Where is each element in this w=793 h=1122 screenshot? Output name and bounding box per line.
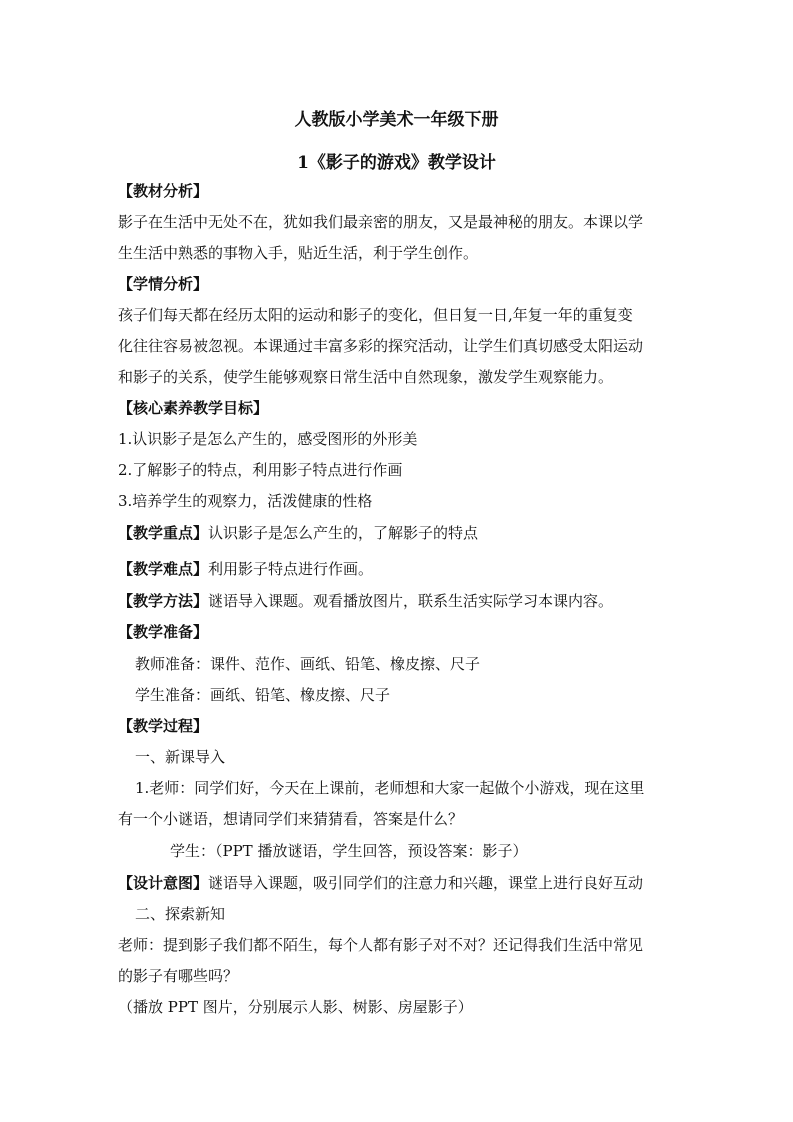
teaching-method-text: 谜语导入课题。观看播放图片，联系生活实际学习本课内容。 [208,592,614,610]
goal-item: 1.认识影子是怎么产生的，感受图形的外形美 [118,430,418,448]
process-heading: 【教学过程】 [118,717,209,735]
teaching-method-heading: 【教学方法】 [118,592,209,610]
goals-heading: 【核心素养教学目标】 [118,399,269,417]
textbook-analysis-heading: 【教材分析】 [118,182,209,200]
textbook-analysis-line: 影子在生活中无处不在，犹如我们最亲密的朋友，又是最神秘的朋友。本课以学 [118,213,644,231]
teaching-method [118,590,613,611]
document-title: 人教版小学美术一年级下册 [294,110,499,130]
student-preparation: 学生准备：画纸、铅笔、橡皮擦、尺子 [135,686,391,704]
teacher-preparation: 教师准备：课件、范作、画纸、铅笔、橡皮擦、尺子 [135,655,481,673]
process-part-1: 一、新课导入 [135,748,226,766]
preparation-heading: 【教学准备】 [118,623,209,641]
key-point-text: 认识影子是怎么产生的，了解影子的特点 [208,524,479,542]
difficult-point [118,558,373,579]
process-part-2: 二、探索新知 [135,905,226,923]
textbook-analysis-line: 生生活中熟悉的事物入手，贴近生活，利于学生创作。 [118,244,479,262]
goal-item: 3.培养学生的观察力，活泼健康的性格 [118,492,373,510]
design-intent-heading: 【设计意图】 [118,874,209,892]
design-intent-text: 谜语导入课题，吸引同学们的注意力和兴趣，课堂上进行良好互动 [208,874,644,892]
design-intent [118,872,643,893]
goal-item: 2.了解影子的特点，利用影子特点进行作画 [118,461,403,479]
process-paragraph-line: 老师：提到影子我们都不陌生，每个人都有影子对不对？还记得我们生活中常见 [118,936,644,954]
lesson-title: 1《影子的游戏》教学设计 [297,153,496,173]
student-analysis-line: 和影子的关系，使学生能够观察日常生活中自然现象，激发学生观察能力。 [118,368,614,386]
process-paragraph-line: 有一个小谜语，想请同学们来猜猜看，答案是什么？ [118,810,464,828]
process-paragraph-line: 的影子有哪些吗？ [118,967,239,985]
key-point-heading: 【教学重点】 [118,524,209,542]
student-reply: 学生：（PPT 播放谜语，学生回答，预设答案：影子） [170,842,528,860]
difficult-point-heading: 【教学难点】 [118,560,209,578]
key-point [118,522,478,543]
process-note: （播放 PPT 图片，分别展示人影、树影、房屋影子） [118,998,473,1016]
student-analysis-line: 孩子们每天都在经历太阳的运动和影子的变化，但日复一日,年复一年的重复变 [118,306,633,324]
student-analysis-heading: 【学情分析】 [118,275,209,293]
difficult-point-text: 利用影子特点进行作画。 [208,560,374,578]
process-paragraph-line: 1.老师：同学们好，今天在上课前，老师想和大家一起做个小游戏，现在这里 [135,779,645,797]
student-analysis-line: 化往往容易被忽视。本课通过丰富多彩的探究活动，让学生们真切感受太阳运动 [118,337,644,355]
